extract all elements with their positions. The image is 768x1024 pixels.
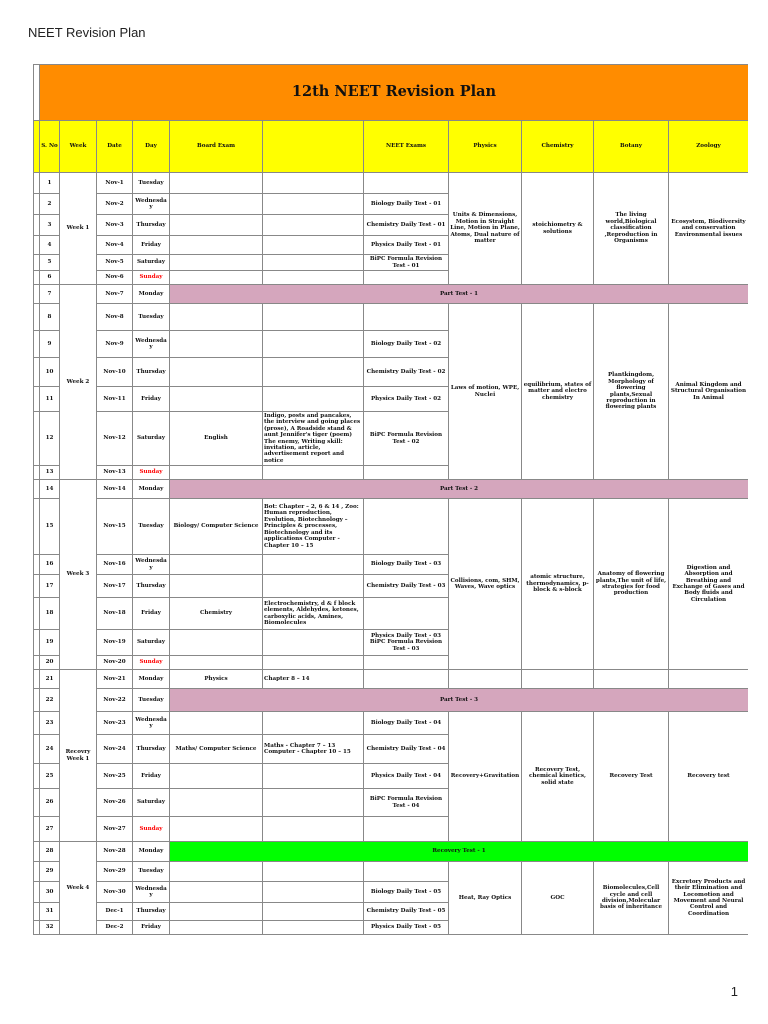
row-sno: 23 — [40, 712, 60, 735]
zoology-topics: Excretory Products and their Elimination and Locomotion and Movement and Neural Control and Coordination — [669, 862, 749, 935]
neet-exam: Physics Daily Test - 03 BiPC Formula Revision Test - 03 — [364, 630, 449, 656]
neet-exam: BiPC Formula Revision Test - 04 — [364, 789, 449, 817]
chemistry-topics: GOC — [522, 862, 594, 935]
row-sno: 29 — [40, 862, 60, 882]
row-sno: 5 — [40, 255, 60, 271]
row-day: Saturday — [133, 412, 170, 466]
neet-exam: Chemistry Daily Test - 03 — [364, 575, 449, 598]
chemistry-topics: atomic structure, thermodynamics, p-block & s-block — [522, 499, 594, 670]
neet-exam: Physics Daily Test - 02 — [364, 387, 449, 412]
row-sno: 20 — [40, 656, 60, 670]
physics-topics: Laws of motion, WPE, Nuclei — [449, 304, 522, 480]
row-date: Nov-4 — [97, 236, 133, 255]
row-day: Monday — [133, 842, 170, 862]
week-cell: Week 1 — [60, 173, 97, 285]
row-sno: 3 — [40, 215, 60, 236]
week-cell: Week 3 — [60, 480, 97, 670]
row-day: Thursday — [133, 903, 170, 921]
page-number: 1 — [730, 984, 738, 999]
page-header: NEET Revision Plan — [28, 25, 146, 40]
row-day: Tuesday — [133, 862, 170, 882]
row-sno: 24 — [40, 735, 60, 764]
row-day: Friday — [133, 764, 170, 789]
physics-topics: Collisions, com, SHM, Waves, Wave optics — [449, 499, 522, 670]
row-day: Sunday — [133, 271, 170, 285]
botany-topics: Recovery Test — [594, 712, 669, 842]
row-date: Nov-26 — [97, 789, 133, 817]
row-date: Nov-24 — [97, 735, 133, 764]
row-sno: 12 — [40, 412, 60, 466]
col-header-zoology: Zoology — [669, 121, 749, 173]
board-chapters: Bot: Chapter – 2, 6 & 14 , Zoo: Human reproduction, Evolution, Biotechnology – Principles & processes, Biotechnology and its applications Computer - Chapter 10 – 15 — [263, 499, 364, 555]
row-day: Saturday — [133, 255, 170, 271]
board-exam: Maths/ Computer Science — [170, 735, 263, 764]
botany-topics: Plantkingdom, Morphology of flowering plants,Sexual reproduction in flowering plants — [594, 304, 669, 480]
chemistry-topics: stoichiometry & solutions — [522, 173, 594, 285]
col-header-date: Date — [97, 121, 133, 173]
row-sno: 19 — [40, 630, 60, 656]
zoology-topics: Digestion and Absorption and Breathing and Exchange of Gases and Body fluids and Circulation — [669, 499, 749, 670]
row-date: Nov-13 — [97, 466, 133, 480]
row-day: Friday — [133, 921, 170, 935]
row-date: Nov-9 — [97, 331, 133, 358]
row-date: Nov-12 — [97, 412, 133, 466]
col-header-physics: Physics — [449, 121, 522, 173]
row-sno: 15 — [40, 499, 60, 555]
row-date: Nov-18 — [97, 598, 133, 630]
row-date: Nov-15 — [97, 499, 133, 555]
neet-exam: Physics Daily Test - 04 — [364, 764, 449, 789]
col-header-week: Week — [60, 121, 97, 173]
col-header-board-exam: Board Exam — [170, 121, 263, 173]
row-day: Friday — [133, 598, 170, 630]
row-date: Nov-10 — [97, 358, 133, 387]
board-exam: Chemistry — [170, 598, 263, 630]
zoology-topics: Ecosystem, Biodiversity and conservation Environmental issues — [669, 173, 749, 285]
row-sno: 22 — [40, 689, 60, 712]
row-day: Wednesday — [133, 712, 170, 735]
botany-topics: Anatomy of flowering plants,The unit of life, strategies for food production — [594, 499, 669, 670]
row-date: Nov-28 — [97, 842, 133, 862]
row-date: Nov-3 — [97, 215, 133, 236]
row-sno: 18 — [40, 598, 60, 630]
row-day: Sunday — [133, 817, 170, 842]
row-sno: 2 — [40, 194, 60, 215]
botany-topics: Biomolecules,Cell cycle and cell division,Molecular basis of inheritance — [594, 862, 669, 935]
row-day: Wednesday — [133, 555, 170, 575]
table-row — [34, 480, 749, 499]
neet-exam: Chemistry Daily Test - 02 — [364, 358, 449, 387]
board-exam: Physics — [170, 670, 263, 689]
revision-plan-sheet — [33, 64, 748, 960]
row-date: Nov-20 — [97, 656, 133, 670]
row-sno: 9 — [40, 331, 60, 358]
row-date: Nov-14 — [97, 480, 133, 499]
row-date: Nov-17 — [97, 575, 133, 598]
row-day: Sunday — [133, 466, 170, 480]
neet-exam: Chemistry Daily Test - 04 — [364, 735, 449, 764]
row-sno: 27 — [40, 817, 60, 842]
row-sno: 32 — [40, 921, 60, 935]
row-date: Nov-21 — [97, 670, 133, 689]
row-sno: 10 — [40, 358, 60, 387]
row-sno: 11 — [40, 387, 60, 412]
revision-plan-table — [33, 64, 748, 935]
row-sno: 21 — [40, 670, 60, 689]
board-exam: Biology/ Computer Science — [170, 499, 263, 555]
neet-exam: Chemistry Daily Test - 05 — [364, 903, 449, 921]
row-date: Nov-30 — [97, 882, 133, 903]
botany-topics: The living world,Biological classification ,Reproduction in Organisms — [594, 173, 669, 285]
row-sno: 6 — [40, 271, 60, 285]
row-sno: 26 — [40, 789, 60, 817]
row-date: Nov-5 — [97, 255, 133, 271]
zoology-topics: Animal Kingdom and Structural Organisation In Animal — [669, 304, 749, 480]
row-sno: 31 — [40, 903, 60, 921]
physics-topics: Heat, Ray Optics — [449, 862, 522, 935]
row-date: Nov-19 — [97, 630, 133, 656]
part-test-banner: Part Test - 3 — [170, 689, 749, 712]
row-day: Monday — [133, 670, 170, 689]
row-date: Nov-29 — [97, 862, 133, 882]
column-header-row — [34, 121, 749, 173]
neet-exam: BiPC Formula Revision Test - 01 — [364, 255, 449, 271]
row-date: Nov-1 — [97, 173, 133, 194]
row-sno: 7 — [40, 285, 60, 304]
neet-exam: BiPC Formula Revision Test - 02 — [364, 412, 449, 466]
row-date: Nov-8 — [97, 304, 133, 331]
row-sno: 25 — [40, 764, 60, 789]
table-row — [34, 712, 749, 735]
neet-exam: Chemistry Daily Test - 01 — [364, 215, 449, 236]
row-sno: 16 — [40, 555, 60, 575]
board-chapters: Maths - Chapter 7 – 13 Computer - Chapter 10 – 15 — [263, 735, 364, 764]
row-day: Tuesday — [133, 499, 170, 555]
recovery-test-banner: Recovery Test - 1 — [170, 842, 749, 862]
row-day: Monday — [133, 480, 170, 499]
neet-exam: Biology Daily Test - 02 — [364, 331, 449, 358]
row-day: Friday — [133, 236, 170, 255]
row-day: Thursday — [133, 735, 170, 764]
row-sno: 17 — [40, 575, 60, 598]
part-test-banner: Part Test - 1 — [170, 285, 749, 304]
row-sno: 13 — [40, 466, 60, 480]
row-date: Nov-11 — [97, 387, 133, 412]
physics-topics: Recovery+Gravitation — [449, 712, 522, 842]
row-day: Saturday — [133, 789, 170, 817]
row-day: Monday — [133, 285, 170, 304]
row-date: Dec-2 — [97, 921, 133, 935]
week-cell: Week 4 — [60, 842, 97, 935]
col-header-day: Day — [133, 121, 170, 173]
col-header-chapters — [263, 121, 364, 173]
table-row — [34, 862, 749, 882]
col-header-sno: S. No — [40, 121, 60, 173]
table-row — [34, 499, 749, 555]
row-day: Thursday — [133, 575, 170, 598]
table-row — [34, 285, 749, 304]
row-day: Thursday — [133, 358, 170, 387]
row-date: Nov-23 — [97, 712, 133, 735]
neet-exam: Biology Daily Test - 04 — [364, 712, 449, 735]
row-day: Sunday — [133, 656, 170, 670]
week-cell: Week 2 — [60, 285, 97, 480]
physics-topics: Units & Dimensions, Motion in Straight Line, Motion in Plane, Atoms, Dual nature of matter — [449, 173, 522, 285]
row-day: Thursday — [133, 215, 170, 236]
board-chapters: Electrochemistry, d & f block elements, Aldehydes, ketones, carboxylic acids, Amines, Biomolecules — [263, 598, 364, 630]
row-sno: 30 — [40, 882, 60, 903]
board-chapters: Chapter 8 – 14 — [263, 670, 364, 689]
part-test-banner: Part Test - 2 — [170, 480, 749, 499]
table-row — [34, 670, 749, 689]
row-date: Nov-2 — [97, 194, 133, 215]
neet-exam: Biology Daily Test - 01 — [364, 194, 449, 215]
row-sno: 4 — [40, 236, 60, 255]
neet-exam: Biology Daily Test - 03 — [364, 555, 449, 575]
row-date: Nov-7 — [97, 285, 133, 304]
neet-exam: Physics Daily Test - 05 — [364, 921, 449, 935]
row-date: Nov-25 — [97, 764, 133, 789]
zoology-topics: Recovery test — [669, 712, 749, 842]
row-sno: 1 — [40, 173, 60, 194]
row-day: Tuesday — [133, 173, 170, 194]
col-header-botany: Botany — [594, 121, 669, 173]
row-day: Friday — [133, 387, 170, 412]
neet-exam: Biology Daily Test - 05 — [364, 882, 449, 903]
row-sno: 8 — [40, 304, 60, 331]
row-day: Saturday — [133, 630, 170, 656]
board-chapters: Indigo, posts and pancakes, the interview and going places (prose), A Roadside stand & aunt Jennifer's tiger (poem) The enemy, Writing skill: invitation, article, advertisement report and notice — [263, 412, 364, 466]
row-date: Nov-16 — [97, 555, 133, 575]
table-row — [34, 173, 749, 194]
row-date: Nov-22 — [97, 689, 133, 712]
col-header-neet-exams: NEET Exams — [364, 121, 449, 173]
neet-exam: Physics Daily Test - 01 — [364, 236, 449, 255]
row-day: Wednesday — [133, 331, 170, 358]
row-date: Dec-1 — [97, 903, 133, 921]
row-date: Nov-6 — [97, 271, 133, 285]
row-day: Wednesday — [133, 882, 170, 903]
table-row — [34, 304, 749, 331]
row-sno: 14 — [40, 480, 60, 499]
table-row — [34, 842, 749, 862]
row-day: Tuesday — [133, 689, 170, 712]
week-cell: Recovry Week 1 — [60, 670, 97, 842]
row-sno: 28 — [40, 842, 60, 862]
board-exam: English — [170, 412, 263, 466]
row-day: Tuesday — [133, 304, 170, 331]
chemistry-topics: equilibrium, states of matter and electro chemistry — [522, 304, 594, 480]
chemistry-topics: Recovery Test, chemical kinetics, solid state — [522, 712, 594, 842]
table-row — [34, 689, 749, 712]
col-header-chemistry: Chemistry — [522, 121, 594, 173]
row-date: Nov-27 — [97, 817, 133, 842]
row-day: Wednesday — [133, 194, 170, 215]
plan-title: 12th NEET Revision Plan — [40, 65, 749, 121]
